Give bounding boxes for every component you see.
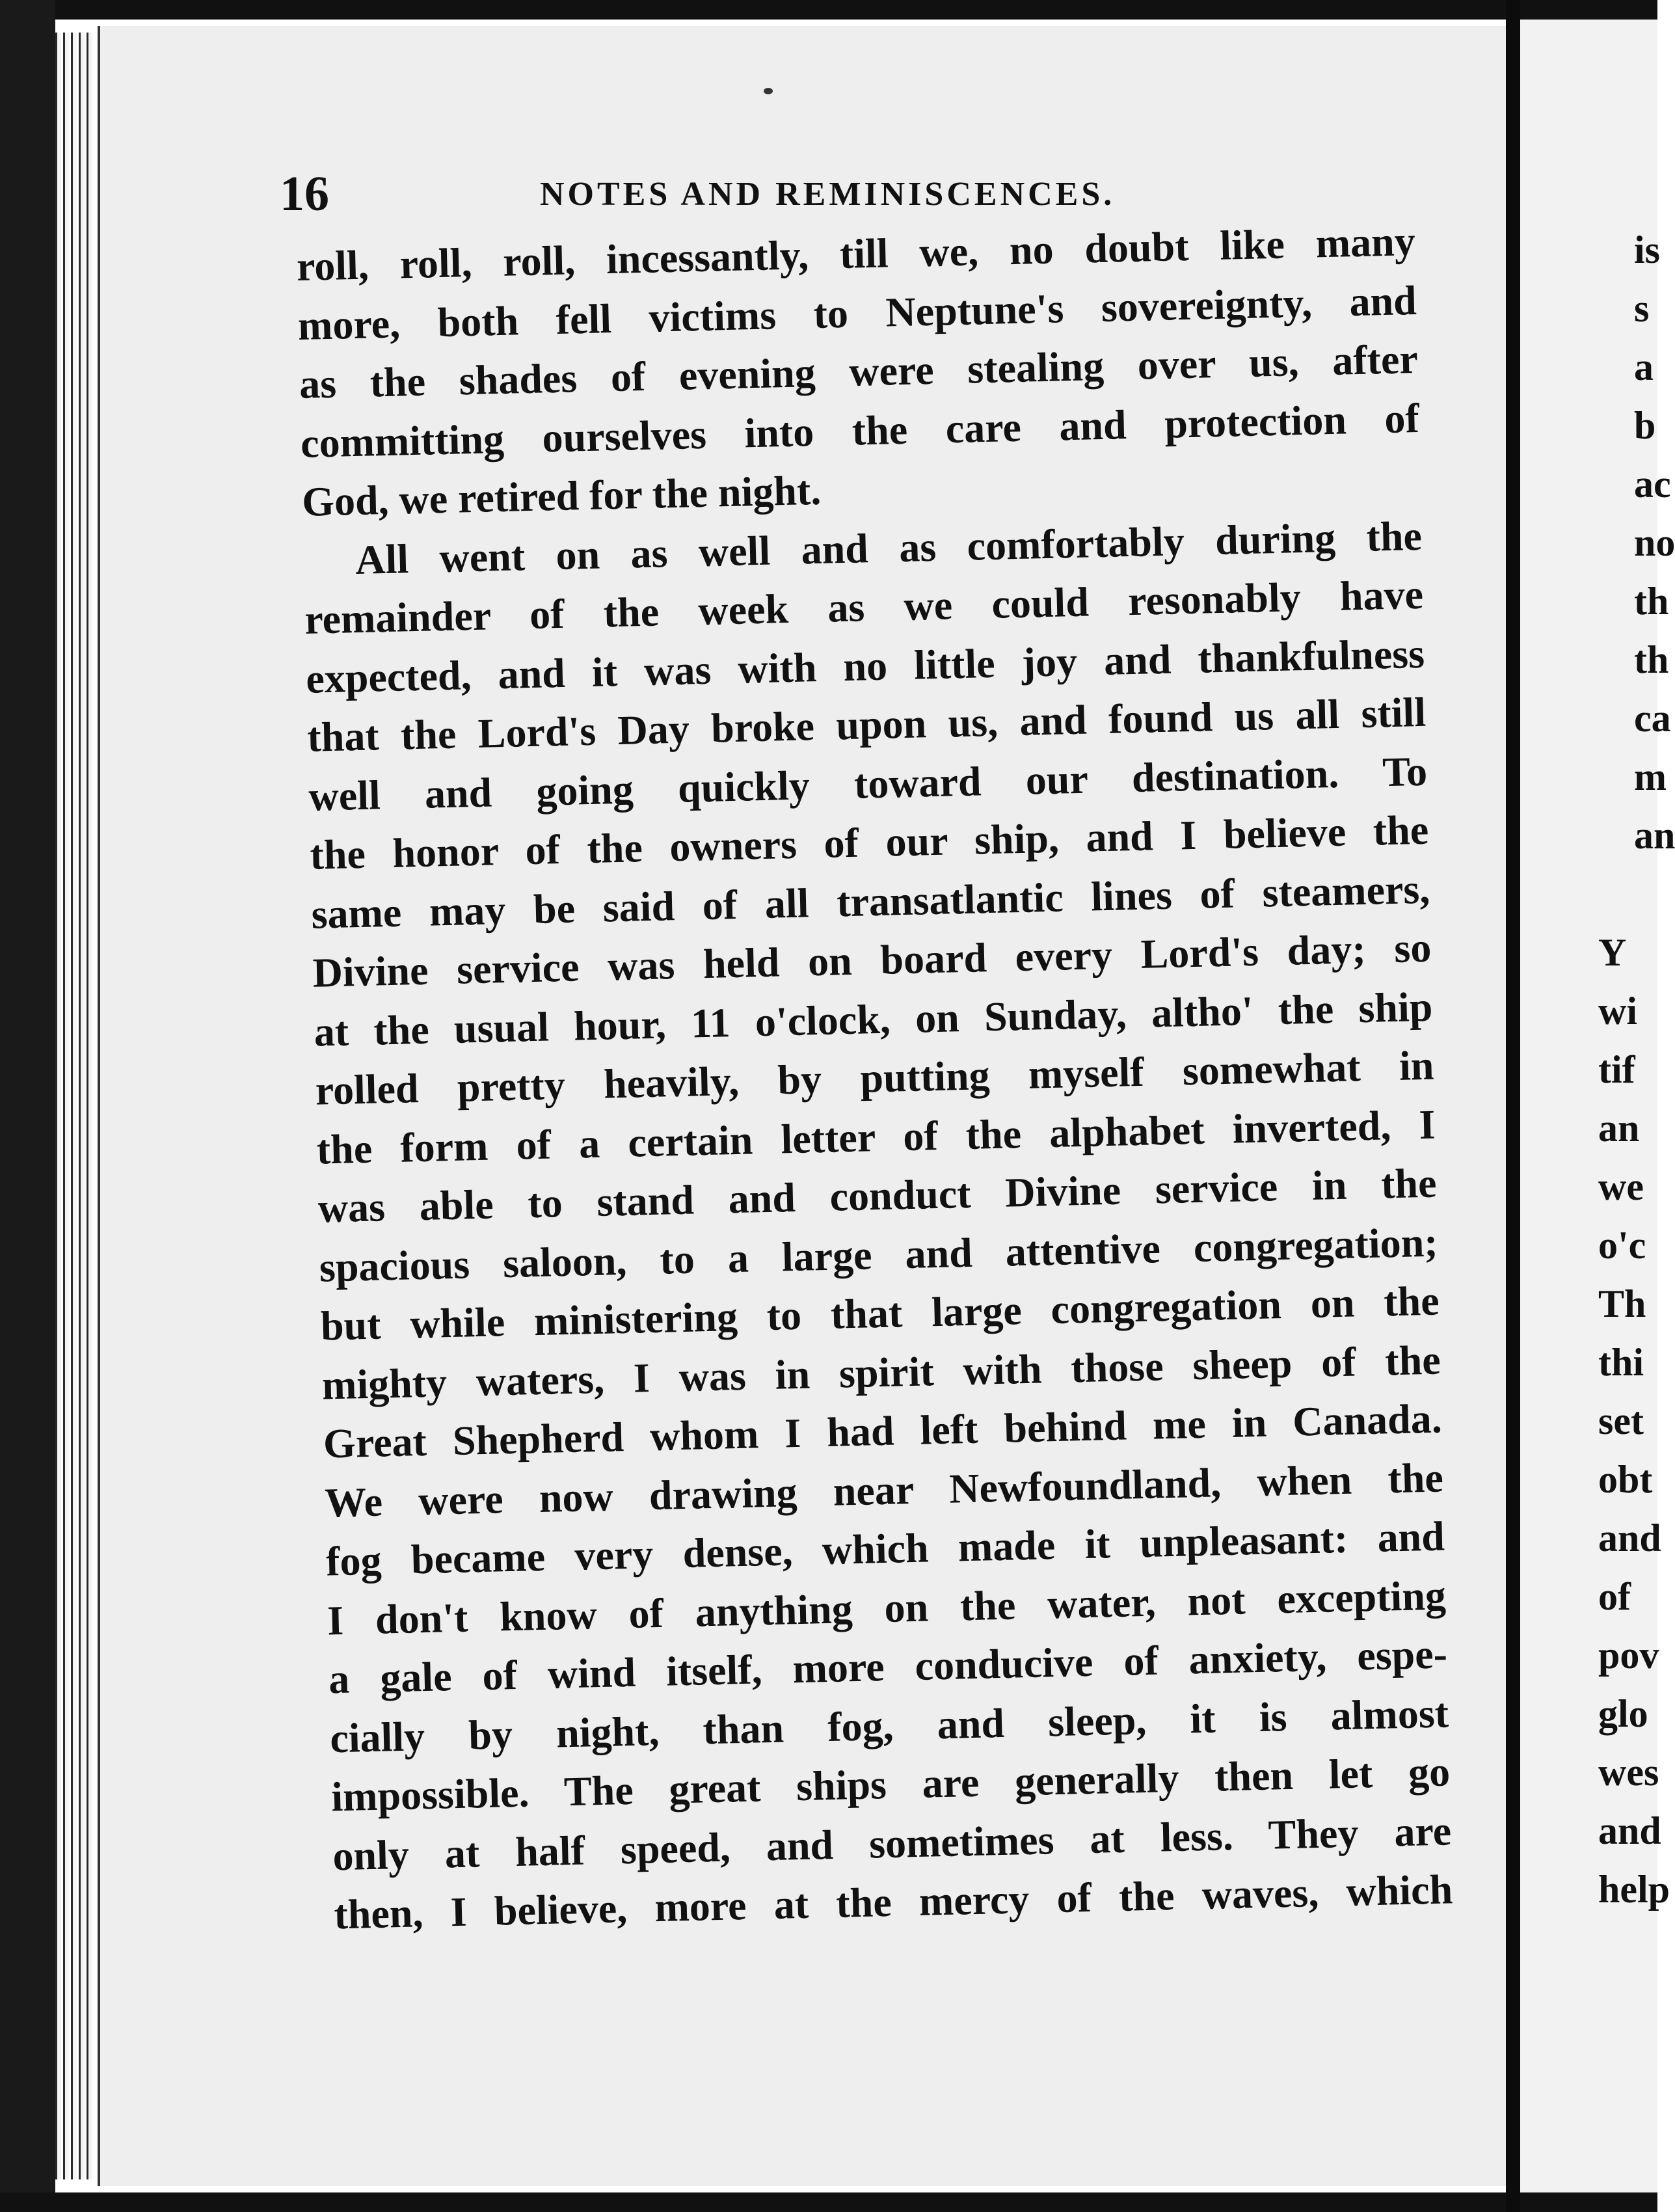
scan-background-bottom <box>0 2192 1657 2212</box>
right-page-fragment: o'c <box>1598 1224 1646 1267</box>
text-line: but while ministering to that large congregation on the <box>320 1277 1440 1349</box>
right-page-fragment: is <box>1634 228 1661 271</box>
right-page-fragment: b <box>1634 404 1656 447</box>
right-page-fragment: th <box>1634 580 1669 623</box>
text-line: Divine service was held on board every Lord's day; so <box>312 924 1432 996</box>
text-line: same may be said of all transatlantic lines of steamers, <box>310 865 1430 937</box>
text-line: a gale of wind itself, more conducive of anxiety, espe- <box>328 1630 1448 1703</box>
right-page-fragment: a <box>1634 345 1654 388</box>
text-line: fog became very dense, which made it unpleasant: and <box>325 1513 1445 1585</box>
text-line: God, we retired for the night. <box>301 466 822 525</box>
right-page-fragment: th <box>1634 638 1669 681</box>
right-page-fragment: an <box>1598 1107 1640 1150</box>
text-line: spacious saloon, to a large and attentive congregation; <box>319 1219 1439 1291</box>
running-title: NOTES AND REMINISCENCES. <box>540 176 1116 213</box>
right-page-fragment: set <box>1598 1399 1644 1442</box>
right-page-fragment: wes <box>1598 1751 1659 1794</box>
text-line: the honor of the owners of our ship, and I believe the <box>309 806 1429 878</box>
right-page-fragment: ac <box>1634 463 1671 506</box>
right-page-fragment: no <box>1634 521 1675 564</box>
text-line: mighty waters, I was in spirit with those sheep of the <box>321 1336 1441 1409</box>
right-page-fragment: an <box>1634 814 1675 857</box>
text-line: impossible. The great ships are generally then let go <box>330 1748 1451 1820</box>
right-page-fragment: glo <box>1598 1692 1648 1735</box>
page-edges <box>55 20 101 2192</box>
text-line: the form of a certain letter of the alphabet inverted, I <box>316 1101 1436 1173</box>
right-page-fragment: m <box>1634 755 1667 798</box>
right-page-fragment: and <box>1598 1517 1661 1559</box>
text-line: committing ourselves into the care and protection of <box>300 394 1420 466</box>
text-line: only at half speed, and sometimes at less. They are <box>332 1807 1452 1879</box>
right-page-fragment: help <box>1598 1868 1670 1911</box>
text-line: that the Lord's Day broke upon us, and found us all still <box>306 688 1427 761</box>
right-page-fragment: we <box>1598 1165 1644 1208</box>
body-text <box>296 212 1453 1945</box>
right-page-fragment: ca <box>1634 697 1671 740</box>
text-line: as the shades of evening were stealing over us, after <box>299 335 1419 407</box>
text-line: rolled pretty heavily, by putting myself somewhat in <box>314 1042 1435 1114</box>
right-page-fragment: s <box>1634 287 1650 330</box>
text-line: All went on as well and as comfortably during the <box>355 512 1423 583</box>
right-page <box>1520 20 1675 2192</box>
text-line: then, I believe, more at the mercy of the waves, which <box>333 1866 1453 1938</box>
right-page-fragment: obt <box>1598 1458 1653 1501</box>
text-line: roll, roll, roll, incessantly, till we, no doubt like many <box>296 217 1416 290</box>
text-line: Great Shepherd whom I had left behind me in Canada. <box>323 1395 1443 1467</box>
ink-speck <box>764 88 773 94</box>
right-page-fragment: pov <box>1598 1634 1659 1677</box>
book-gutter <box>1506 0 1520 2212</box>
right-page-fragment: and <box>1598 1809 1661 1852</box>
right-page-fragment: of <box>1598 1575 1631 1618</box>
text-line: was able to stand and conduct Divine service in the <box>317 1159 1438 1232</box>
text-line: I don't know of anything on the water, not excepting <box>327 1571 1447 1643</box>
scan-background-top <box>0 0 1657 20</box>
text-line: cially by night, than fog, and sleep, it is almost <box>329 1689 1449 1761</box>
right-page-fragment: Y <box>1598 931 1627 974</box>
right-page-fragment: wi <box>1598 990 1637 1032</box>
text-line: more, both fell victims to Neptune's sovereignty, and <box>297 276 1417 349</box>
text-line: expected, and it was with no little joy and thankfulness <box>305 630 1425 702</box>
right-page-fragment: Th <box>1598 1282 1646 1325</box>
right-page-fragment: thi <box>1598 1341 1644 1384</box>
text-line: well and going quickly toward our destination. To <box>308 748 1428 820</box>
text-line: remainder of the week as we could resonably have <box>304 571 1424 643</box>
text-line: We were now drawing near Newfoundland, when the <box>324 1453 1444 1526</box>
scan-background-left <box>0 0 55 2212</box>
text-line: at the usual hour, 11 o'clock, on Sunday, altho' the ship <box>313 983 1434 1055</box>
page-number: 16 <box>280 167 329 221</box>
right-page-fragment: tif <box>1598 1048 1635 1091</box>
